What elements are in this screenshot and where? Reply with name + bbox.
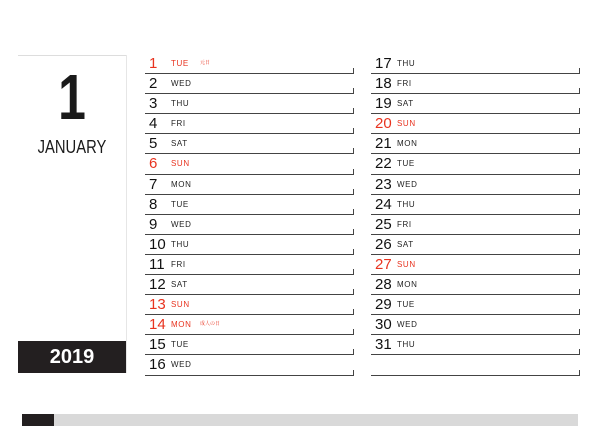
day-column-1 [145,54,353,376]
day-number: 20 [375,115,392,133]
day-of-week: TUE [397,300,415,310]
day-of-week: WED [171,219,192,229]
day-row [145,295,353,315]
day-row [145,275,353,295]
day-number: 16 [149,356,166,374]
day-row [371,295,579,315]
day-of-week: WED [397,179,418,189]
day-row [145,215,353,235]
month-panel-top-rule [18,55,126,56]
day-of-week: MON [171,179,192,189]
day-number: 30 [375,316,392,334]
day-number: 15 [149,336,166,354]
day-number: 3 [149,95,158,113]
day-of-week: SUN [171,300,190,310]
day-row [371,275,579,295]
day-of-week: FRI [397,79,412,89]
day-number: 14 [149,316,166,334]
day-row [145,235,353,255]
year-label: 2019 [18,341,126,373]
day-number: 22 [375,155,392,173]
footer-bar-dark [22,414,54,426]
month-name: JANUARY [37,137,107,157]
day-of-week: TUE [171,199,189,209]
day-row [371,74,579,94]
day-row [145,154,353,174]
day-of-week: FRI [397,219,412,229]
day-number: 27 [375,255,392,273]
day-row [371,195,579,215]
day-row [371,94,579,114]
day-number: 23 [375,175,392,193]
day-row [145,114,353,134]
month-panel [18,55,127,373]
day-row [145,134,353,154]
day-of-week: SAT [397,239,414,249]
day-of-week: TUE [397,159,415,169]
day-of-week: THU [397,199,416,209]
day-number: 12 [149,276,166,294]
day-number: 13 [149,296,166,314]
day-row [371,355,579,375]
day-row [145,355,353,375]
holiday-label: 成人の日 [200,321,221,328]
day-row [145,94,353,114]
day-of-week: SAT [171,280,188,290]
footer-bar-gray [54,414,578,426]
day-of-week: WED [397,320,418,330]
day-number: 5 [149,135,158,153]
day-number: 17 [375,55,392,72]
day-number: 1 [149,55,158,72]
day-number: 28 [375,276,392,294]
day-row [145,54,353,74]
day-number: 21 [375,135,392,153]
day-column-2 [371,54,579,376]
day-row [145,315,353,335]
day-row [371,315,579,335]
day-row [145,175,353,195]
day-number: 10 [149,235,166,253]
day-number: 6 [149,155,158,173]
day-number: 9 [149,215,158,233]
day-of-week: TUE [171,59,189,68]
day-number: 2 [149,75,158,93]
day-row [371,154,579,174]
day-number: 31 [375,336,392,354]
day-row [145,255,353,275]
day-of-week: SAT [397,99,414,109]
day-of-week: THU [171,239,190,249]
day-of-week: TUE [171,340,189,350]
day-of-week: WED [171,79,192,89]
day-of-week: WED [171,360,192,370]
day-row [371,255,579,275]
day-of-week: SUN [397,259,416,269]
day-of-week: THU [397,340,416,350]
day-of-week: FRI [171,119,186,129]
day-row [371,235,579,255]
day-number: 24 [375,195,392,213]
day-row [371,335,579,355]
day-number: 7 [149,175,158,193]
day-of-week: FRI [171,259,186,269]
day-row [371,134,579,154]
day-of-week: MON [171,320,192,330]
day-number: 26 [375,235,392,253]
day-row [145,74,353,94]
day-row [145,335,353,355]
day-number: 4 [149,115,158,133]
day-of-week: SUN [171,159,190,169]
month-number: 1 [58,61,86,133]
day-number: 18 [375,75,392,93]
holiday-label: 元日 [200,60,211,66]
day-of-week: SUN [397,119,416,129]
day-row [371,215,579,235]
day-of-week: MON [397,280,418,290]
day-number: 19 [375,95,392,113]
day-number: 25 [375,215,392,233]
day-of-week: THU [397,59,416,68]
day-number: 29 [375,296,392,314]
day-number: 11 [149,255,165,273]
day-row [371,175,579,195]
day-row [145,195,353,215]
day-of-week: MON [397,139,418,149]
day-of-week: THU [171,99,190,109]
day-row [371,54,579,74]
day-of-week: SAT [171,139,188,149]
day-row [371,114,579,134]
day-number: 8 [149,195,158,213]
